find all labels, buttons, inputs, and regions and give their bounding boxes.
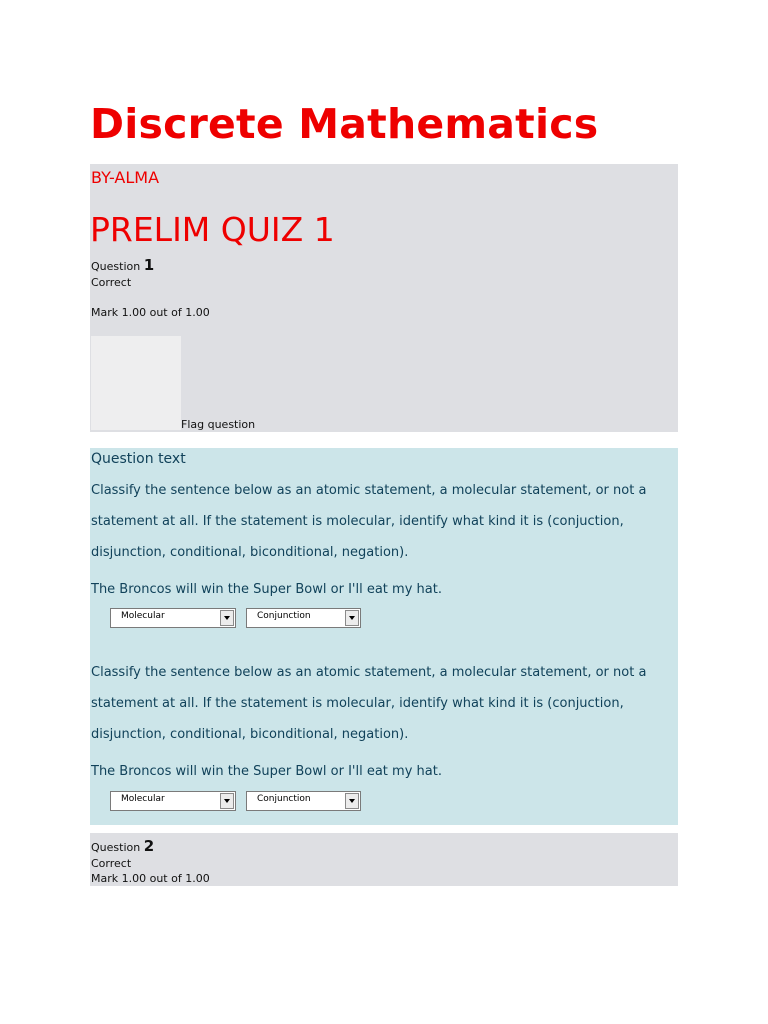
question-word: Question <box>91 260 141 273</box>
question-2-info <box>90 833 678 886</box>
instruction-line: disjunction, conditional, biconditional, negation). <box>91 727 409 742</box>
selected-value: Molecular <box>121 794 165 804</box>
selected-value: Conjunction <box>257 794 311 804</box>
instruction-line: disjunction, conditional, biconditional, negation). <box>91 545 409 560</box>
flag-icon[interactable] <box>91 336 181 430</box>
document-title: Discrete Mathematics <box>90 100 599 148</box>
question-1-status: Correct <box>91 276 132 289</box>
dropdown-arrow-icon[interactable] <box>220 610 234 626</box>
dropdown-arrow-icon[interactable] <box>345 610 359 626</box>
statement-text: The Broncos will win the Super Bowl or I'll eat my hat. <box>91 764 442 779</box>
question-text-panel <box>90 448 678 825</box>
instruction-line: statement at all. If the statement is molecular, identify what kind it is (conjuction, <box>91 514 624 529</box>
flag-question-link[interactable]: Flag question <box>181 418 256 431</box>
instruction-line: statement at all. If the statement is molecular, identify what kind it is (conjuction, <box>91 696 624 711</box>
instruction-line: Classify the sentence below as an atomic statement, a molecular statement, or not a <box>91 483 647 498</box>
selected-value: Molecular <box>121 611 165 621</box>
statement-kind-select[interactable] <box>246 791 361 811</box>
question-text-heading: Question text <box>91 451 186 467</box>
statement-type-select[interactable] <box>110 791 236 811</box>
question-2-mark: Mark 1.00 out of 1.00 <box>91 872 210 885</box>
instruction-line: Classify the sentence below as an atomic statement, a molecular statement, or not a <box>91 665 647 680</box>
statement-kind-select[interactable] <box>246 608 361 628</box>
selected-value: Conjunction <box>257 611 311 621</box>
question-1-label <box>91 256 154 274</box>
dropdown-arrow-icon[interactable] <box>345 793 359 809</box>
quiz-title: PRELIM QUIZ 1 <box>90 210 335 249</box>
question-number: 2 <box>143 837 155 855</box>
question-number: 1 <box>143 256 155 274</box>
question-1-mark: Mark 1.00 out of 1.00 <box>91 306 210 319</box>
statement-text: The Broncos will win the Super Bowl or I'll eat my hat. <box>91 582 442 597</box>
statement-type-select[interactable] <box>110 608 236 628</box>
question-2-label <box>91 837 154 855</box>
question-word: Question <box>91 841 141 854</box>
question-2-status: Correct <box>91 857 132 870</box>
author-byline: BY-ALMA <box>91 168 160 187</box>
dropdown-arrow-icon[interactable] <box>220 793 234 809</box>
question-1-info <box>90 164 678 432</box>
